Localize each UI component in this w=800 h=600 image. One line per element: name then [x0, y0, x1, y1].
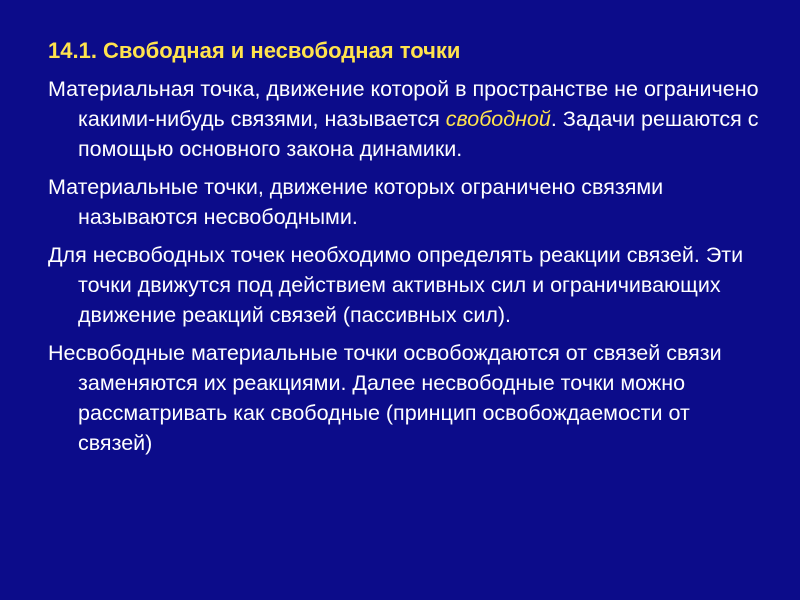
paragraph-free-point — [48, 74, 760, 164]
highlighted-term: свободной — [445, 107, 551, 131]
paragraph-reactions: Для несвободных точек необходимо определять реакции связей. Эти точки движутся под действием активных сил и ограничивающих движение реакций связей (пассивных сил). — [48, 243, 744, 327]
paragraph-text: Материальная точка, движение которой в пространстве не ограничено какими-нибудь связями, называется — [48, 77, 759, 131]
paragraph-nonfree-points: Материальные точки, движение которых ограничено связями называются несвободными. — [48, 175, 664, 229]
slide-title: 14.1. Свободная и несвободная точки — [48, 38, 461, 63]
paragraph-text: . Задачи решаются с помощью основного закона динамики. — [78, 107, 759, 161]
paragraph-release-principle: Несвободные материальные точки освобождаются от связей связи заменяются их реакциями. Далее несвободные точки можно рассматривать как свободные (принцип освобождаемости от связей) — [48, 341, 722, 455]
